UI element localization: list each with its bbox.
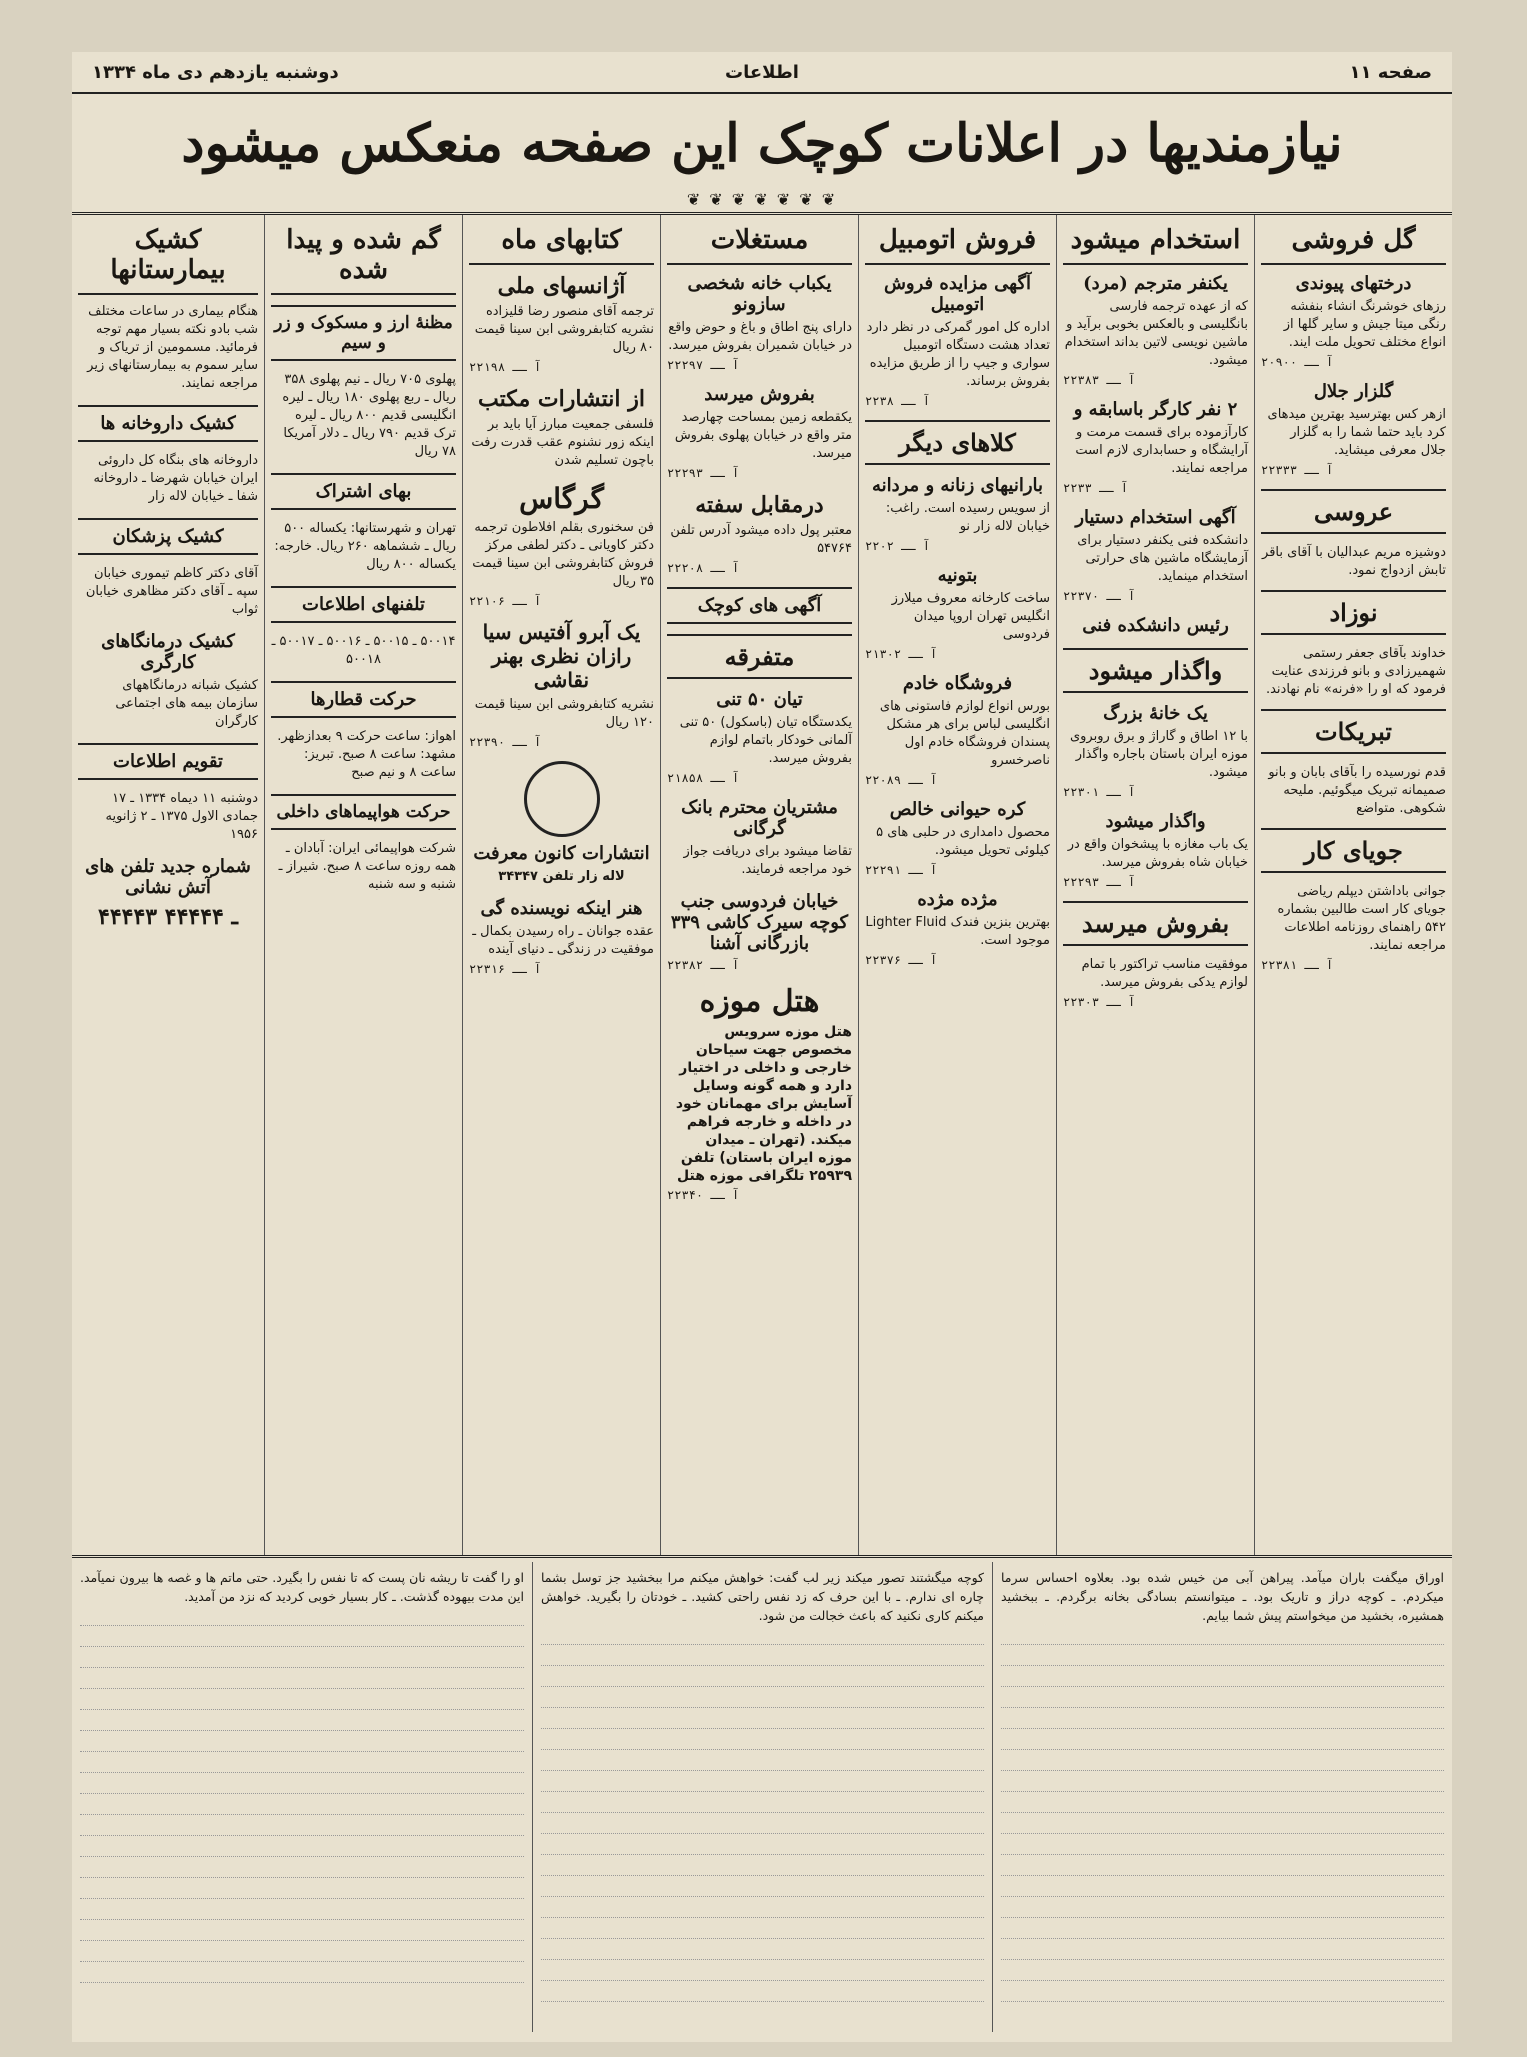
ad-item [667,984,852,1202]
column-heading: گم شده و پیدا شده [271,221,456,295]
info-text: داروخانه های بنگاه کل داروئی ایران خیابان شهرضا ـ داروخانه شفا ـ خیابان لاله زار [93,453,258,504]
ad-code: آ ــ ۲۲۲۹۳ [1063,875,1136,889]
ad-code: آ ــ ۲۲۳۸ [865,394,931,408]
ad-item [667,891,852,972]
ad-code: آ ــ ۲۰۹۰۰ [1261,355,1334,369]
info-block [78,856,258,930]
ad-title: درمقابل سفته [695,492,824,518]
info-text: دوشنبه ۱۱ دیماه ۱۳۳۴ ـ ۱۷ جمادی الاول ۱۳۷۵ ـ ۲ ژانویه ۱۹۵۶ [105,791,258,842]
section-text: جوانی باداشتن دیپلم ریاضی جویای کار است طالبین بشماره ۵۴۲ راهنمای روزنامه اطلاعات مراجعه نمایند. [1277,884,1446,953]
story-column [992,1562,1452,2032]
section-text: دوشیزه مریم عبدالیان با آقای باقر تابش ازدواج نمود. [1262,545,1446,578]
ad-item [667,797,852,879]
column-heading: مستغلات [667,221,852,265]
ad-title: فروشگاه خادم [902,673,1013,694]
ad-item [469,898,654,976]
ad-title: مژده مژده [917,889,998,910]
ad-title: واگذار میشود [1105,811,1206,832]
info-block [78,631,258,731]
section-heading: متفرقه [667,634,852,679]
info-block [78,405,258,506]
ad-title: بفروش میرسد [704,384,815,405]
column-real-estate [660,215,858,1555]
ad-item [469,620,654,749]
ad-item [865,565,1050,661]
ad-code: آ ــ ۲۲۲۹۷ [667,358,740,372]
info-block [78,518,258,619]
paper-name: اطلاعات [725,62,799,83]
ad-item [865,673,1050,787]
ad-text: یک باب مغازه با پیشخوان واقع در خیابان شاه بفروش میرسد. [1067,837,1248,870]
ad-code: آ ــ ۲۲۲۰۸ [667,561,740,575]
ad-title: یک آبرو آفتیس سیا رازان نظری بهنر نقاشی [482,620,641,692]
info-block [271,586,456,669]
section-heading: کلاهای دیگر [865,420,1050,465]
ad-item [1063,703,1248,799]
ad-text: رزهای خوشرنگ انشاء بنفشه رنگی میتا جیش و سایر گلها از انواع مختلف تحویل ملت ایند. [1283,299,1446,350]
ad-text: کارآزموده برای قسمت مرمت و آرایشگاه و حسابداری لازم است مراجعه نمایند. [1075,425,1248,476]
ad-code: آ ــ ۲۲۰۸۹ [865,773,938,787]
ad-text: محصول دامداری در حلبی های ۵ کیلوئی تحویل میشود. [876,825,1050,858]
page-header [72,52,1452,94]
ad-item [1261,381,1446,477]
info-title: کشیک پزشکان [78,518,258,555]
ad-text: دارای پنج اطاق و باغ و حوض واقع در خیابان شمیران بفروش میرسد. [668,320,852,353]
classified-columns [72,212,1452,1558]
ad-title: آگهی مزایده فروش اتومبیل [883,273,1032,315]
ad-title: یکنفر مترجم (مرد) [1083,273,1228,294]
ad-code: آ ــ ۲۲۳۷۰ [1063,589,1136,603]
ad-text: از سویس رسیده است. راغب: خیابان لاله زار نو [885,501,1050,534]
info-block [78,743,258,844]
ad-title: مشتریان محترم بانک گرگانی [681,797,838,839]
ad-title: ۲ نفر کارگر باسابقه و [1073,399,1238,420]
ad-text: ساخت کارخانه معروف میلارز انگلیس تهران اروپا میدان فردوسی [891,591,1050,642]
column-heading: کتابهای ماه [469,221,654,265]
ad-text: با ۱۲ اطاق و گاراژ و برق روبروی موزه ایران باستان باجاره واگذار میشود. [1069,729,1248,780]
column-heading: گل فروشی [1261,221,1446,265]
info-title: حرکت قطارها [271,681,456,718]
info-text: پهلوی ۷۰۵ ریال ـ نیم پهلوی ۳۵۸ ریال ـ ربع پهلوی ۱۸۰ ریال ـ لیره انگلیسی قدیم ۸۰۰ ریال ـ لیره ترک قدیم ۷۹۰ ریال ـ دلار آمریکا ۷۸ ریال [282,372,456,459]
ad-title: کره حیوانی خالص [889,799,1026,820]
ad-text: فن سخنوری بقلم افلاطون ترجمه دکتر کاویانی ـ دکتر لطفی مرکز فروش کتابفروشی ابن سینا قیمت ۳۵ ریال [472,520,654,589]
info-text: تهران و شهرستانها: یکساله ۵۰۰ ریال ـ ششماهه ۲۶۰ ریال. خارجه: یکساله ۸۰۰ ریال [274,521,456,572]
ad-title: هتل موزه [699,984,820,1019]
section-heading: آگهی های کوچک [667,587,852,624]
column-heading: استخدام میشود [1063,221,1248,265]
info-title: کشیک درمانگاهای کارگری [101,631,235,673]
ad-item [865,799,1050,877]
ad-title: بتونیه [937,565,978,586]
column-flowers [1254,215,1452,1555]
ad-title: گرگاس [519,482,604,515]
column-heading: کشیک بیمارستانها [78,221,258,295]
ad-code: آ ــ ۲۲۳۰۱ [1063,785,1136,799]
ad-text: نشریه کتابفروشی ابن سینا قیمت ۱۲۰ ریال [474,697,654,730]
column-hospitals [72,215,264,1555]
story-text: کوچه میگشتند تصور میکند زیر لب گفت: خواهش میکنم مرا ببخشید جز توسل بشما چاره ای ندارم. ـ با این حرف که زد نفس راحتی کشید. ـ خودتان را بگیرید. خواهش میکنم کاری نکنید که باعث خجالت من شود. [541,1570,984,1623]
info-title: حرکت هواپیماهای داخلی [271,794,456,830]
ad-text: یکقطعه زمین بمساحت چهارصد متر واقع در خیابان پهلوی بفروش میرسد. [674,410,852,461]
section-heading: عروسی [1261,489,1446,534]
ad-code: آ ــ ۲۱۸۵۸ [667,771,740,785]
story-column [72,1562,532,2032]
banner-ornament: ❦ ❦ ❦ ❦ ❦ ❦ ❦ [686,190,838,209]
info-text: شرکت هواپیمائی ایران: آبادان ـ همه روزه ساعت ۸ صبح. شیراز ـ شنبه و سه شنبه [278,841,456,892]
ad-code: آ ــ ۲۲۳۴۰ [667,1188,740,1202]
ad-title: از انتشارات مکتب [478,386,645,412]
info-block [271,681,456,782]
ad-item [667,689,852,785]
story-text: او را گفت تا ریشه نان پست که تا نفس را بگیرد. حتی ماتم ها و غصه ها بیرون نمیآمد. این مدت بیهوده گذشت. ـ کار بسیار خوبی کردید که نزد من آمدید. [80,1570,524,1604]
ad-text: یکدستگاه تیان (باسکول) ۵۰ تنی آلمانی خودکار باتمام لوازم بفروش میرسد. [679,715,852,766]
ad-title: تیان ۵۰ تنی [716,689,803,710]
ad-item [469,482,654,608]
ad-text: معتبر پول داده میشود آدرس تلفن ۵۴۷۶۴ [670,523,852,556]
ad-code: آ ــ ۲۲۳۳ [1063,481,1129,495]
section-text: خداوند بآقای جعفر رستمی شهمیرزادی و بانو فرزندی عنایت فرمود که او را «فرنه» نام نهادند. [1265,646,1446,697]
ad-text: هتل موزه سرویس مخصوص جهت سیاحان خارجی و داخلی در اختیار دارد و همه گونه وسایل آسایش برای مهمانان خود در داخله و خارجه فراهم میکند. (تهران ـ میدان موزه ایران باستان) تلفن ۲۵۹۳۹ تلگرافی موزه هتل [675,1024,852,1184]
ad-code: آ ــ ۲۲۲۹۳ [667,466,740,480]
ad-text: ترجمه آقای منصور رضا قلیزاده نشریه کتابفروشی ابن سینا قیمت ۸۰ ریال [474,304,654,355]
ad-code: آ ــ ۲۲۱۹۸ [469,360,542,374]
section-heading: بفروش میرسد [1063,901,1248,946]
info-text: اهواز: ساعت حرکت ۹ بعدازظهر. مشهد: ساعت ۸ صبح. تبریز: ساعت ۸ و نیم صبح [277,729,456,780]
ad-item [1063,615,1248,636]
info-text: هنگام بیماری در ساعات مختلف شب بادو نکته بسیار مهم توجه فرمائید. مسمومین از تریاک و سایر سموم به بیمارستانهای زیر مراجعه نمایند. [87,304,258,391]
ad-text: دانشکده فنی یکنفر دستیار برای آزمایشگاه ماشین های حرارتی استخدام مینماید. [1077,533,1248,584]
info-title: تلفنهای اطلاعات [271,586,456,623]
ad-code: آ ــ ۲۱۳۰۲ [865,647,938,661]
section-text: قدم نورسیده را بآقای بابان و بانو صمیمانه تبریک میگوئیم. ملیحه شکوهی. متواضع [1268,765,1446,816]
ad-title: آگهی استخدام دستیار [1075,507,1236,528]
ad-title: هنر اینکه نویسنده گی [480,898,643,919]
ad-text: بورس انواع لوازم فاستونی های انگلیسی لباس برای هر مشکل پسندان فروشگاه خادم اول ناصرخسرو [879,699,1050,768]
ad-title: خیابان فردوسی جنب کوچه سیرک کاشی ۳۳۹ بازرگانی آشنا [670,891,849,954]
ad-title: انتشارات کانون معرفت [473,843,650,864]
page-number: صفحه ۱۱ [1349,62,1432,83]
info-block [271,305,456,461]
ad-item [1063,507,1248,603]
ad-code: آ ــ ۲۲۳۱۶ [469,962,542,976]
ad-item [1261,273,1446,369]
ad-item [865,273,1050,408]
info-title: تقویم اطلاعات [78,743,258,780]
column-books [462,215,660,1555]
ad-code: آ ــ ۲۲۳۳۳ [1261,463,1334,477]
ad-code: آ ــ ۲۲۳۸۳ [1063,373,1136,387]
ad-text: ازهر کس بهترسید بهترین میدهای کرد باید حتما شما را به گلزار جلال معرفی میشاید. [1267,407,1446,458]
section-heading: تبریکات [1261,709,1446,754]
info-text: ۴۴۴۴۳ ـ ۴۴۴۴۴ [98,904,238,930]
ad-item [865,889,1050,967]
section-heading: واگذار میشود [1063,648,1248,693]
ad-item [1063,273,1248,387]
section-text: موفقیت مناسب تراکتور با تمام لوازم یدکی بفروش میرسد. [1081,957,1248,990]
ad-title: بارانیهای زنانه و مردانه [871,475,1044,496]
ad-code: آ ــ ۲۲۳۸۱ [1261,958,1334,972]
ad-text: که از عهده ترجمه فارسی بانگلیسی و بالعکس بخوبی برآید و ماشین نویسی لاتین بداند استخدام میشود. [1064,299,1248,368]
ad-item [865,475,1050,553]
info-title: شماره جدید تلفن های آتش نشانی [85,856,251,898]
ad-title: رئیس دانشکده فنی [1082,615,1229,636]
ad-text: لاله زار تلفن ۳۴۳۴۷ [498,869,625,884]
banner-title: نیازمندیها در اعلانات کوچک این صفحه منعکس میشود [181,113,1343,174]
info-block [271,473,456,574]
ad-text: اداره کل امور گمرکی در نظر دارد تعداد هشت دستگاه اتومبیل سواری و جیپ را از طریق مزایده بفروش برساند. [866,320,1050,389]
info-text: کشیک شبانه درمانگاههای سازمان بیمه های اجتماعی کارگران [115,678,258,729]
ad-text: بهترین بنزین فندک Lighter Fluid موجود است. [865,915,1050,948]
section-heading: جویای کار [1261,828,1446,873]
ad-code: آ ــ ۲۲۳۹۰ [469,735,542,749]
ad-title: گلزار جلال [1313,381,1394,402]
column-employment [1056,215,1254,1555]
story-column [532,1562,992,2032]
ad-code: آ ــ ۲۲۱۰۶ [469,594,542,608]
info-title: بهای اشتراک [271,473,456,510]
ad-title: درختهای پیوندی [1295,273,1412,294]
section-heading: نوزاد [1261,590,1446,635]
ad-code: آ ــ ۲۲۳۸۲ [667,958,740,972]
ad-item [667,384,852,480]
story-text: اوراق میگفت باران میآمد. پیراهن آبی من خیس شده بود. بعلاوه احساس سرما میکردم. ـ کوچه دراز و تاریک بود. ـ میتوانستم بسادگی بخانه برگردم. ـ ببخشید همشیره، بخشید من میخواستم پیش شما بیایم. [1001,1570,1444,1623]
info-text: ۵۰۰۱۴ ـ ۵۰۰۱۵ ـ ۵۰۰۱۶ ـ ۵۰۰۱۷ ـ ۵۰۰۱۸ [271,634,456,667]
serial-story-section [72,1562,1452,2032]
ad-item [469,761,654,886]
ad-title: یک خانهٔ بزرگ [1103,703,1208,724]
ad-text: تقاضا میشود برای دریافت جواز خود مراجعه فرمایند. [683,844,852,877]
ad-code: آ ــ ۲۲۳۷۶ [865,953,938,967]
column-lost-found [264,215,462,1555]
ad-item [1063,811,1248,889]
ad-item [469,273,654,374]
ad-title: آژانسهای ملی [497,273,626,299]
ad-item [1063,399,1248,495]
info-block [271,794,456,894]
info-title: کشیک داروخانه ها [78,405,258,442]
ad-item [667,492,852,575]
info-title: مظنهٔ ارز و مسکوک و زر و سیم [271,305,456,361]
ad-text: عقده جوانان ـ راه رسیدن بکمال ـ موفقیت در زندگی ـ دنیای آینده [472,924,654,957]
ad-code: آ ــ ۲۲۰۲ [865,539,931,553]
ad-code: آ ــ ۲۲۳۰۳ [1063,995,1136,1009]
ad-text: فلسفی جمعیت مبارز آیا باید بر اینکه زور نشنوم عقب قدرت رفت باچون تسلیم شدن [471,417,654,468]
info-text: آقای دکتر کاظم تیموری خیابان سپه ـ آقای دکتر مظاهری خیابان ثواب [85,566,258,617]
column-car-sales [858,215,1056,1555]
ad-title: یکباب خانه شخصی سازونو [687,273,832,315]
column-heading: فروش اتومبیل [865,221,1050,265]
ad-item [667,273,852,372]
ad-item [469,386,654,470]
ad-code: آ ــ ۲۲۲۹۱ [865,863,938,877]
publisher-logo-icon [524,761,600,837]
issue-date: دوشنبه یازدهم دی ماه ۱۳۳۴ [92,62,339,83]
info-block [78,303,258,393]
newspaper-page [72,52,1452,2042]
